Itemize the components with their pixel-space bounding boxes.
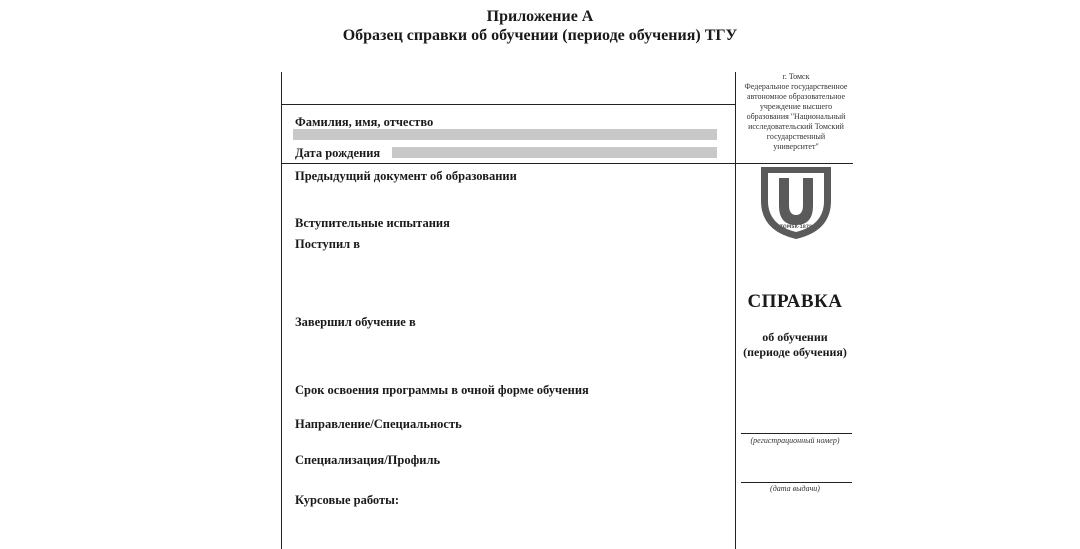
specialization-label: Специализация/Профиль bbox=[295, 453, 441, 467]
org-line: учреждение высшего bbox=[759, 102, 833, 111]
document-title: Образец справки об обучении (периоде обучения) ТГУ bbox=[342, 27, 738, 44]
logo-ribbon-text: TOMSK·1878 bbox=[779, 225, 813, 230]
org-line: государственный bbox=[766, 132, 826, 141]
reg-number-line bbox=[741, 433, 852, 434]
direction-label: Направление/Специальность bbox=[295, 417, 462, 431]
spravka-subtitle-1: об обучении bbox=[762, 330, 828, 344]
org-line: автономное образовательное bbox=[746, 92, 845, 101]
birth-date-redacted bbox=[392, 147, 717, 158]
org-line: г. Томск bbox=[782, 72, 810, 81]
issue-date-caption: (дата выдачи) bbox=[770, 484, 820, 493]
study-period-label: Срок освоения программы в очной форме обучения bbox=[295, 383, 589, 397]
full-name-label: Фамилия, имя, отчество bbox=[295, 115, 434, 129]
header-separator-line bbox=[281, 163, 853, 164]
org-line: Федеральное государственное bbox=[744, 82, 848, 91]
appendix-heading: Приложение А bbox=[486, 8, 594, 25]
org-line: образования "Национальный bbox=[746, 112, 846, 121]
enrolled-in-label: Поступил в bbox=[295, 237, 361, 251]
birth-date-label: Дата рождения bbox=[295, 146, 381, 160]
previous-document-label: Предыдущий документ об образовании bbox=[295, 169, 517, 183]
issue-date-line bbox=[741, 482, 852, 483]
entrance-exams-label: Вступительные испытания bbox=[295, 216, 450, 230]
top-separator-line bbox=[281, 104, 735, 105]
organization-block bbox=[738, 72, 854, 152]
reg-number-caption: (регистрационный номер) bbox=[750, 436, 840, 445]
completed-in-label: Завершил обучение в bbox=[295, 315, 416, 329]
left-border bbox=[281, 72, 282, 549]
full-name-redacted bbox=[293, 129, 717, 140]
org-line: университет" bbox=[773, 142, 819, 151]
tsu-shield-logo-icon bbox=[757, 165, 835, 241]
spravka-subtitle-2: (периоде обучения) bbox=[743, 345, 847, 359]
coursework-label: Курсовые работы: bbox=[295, 493, 400, 507]
spravka-title: СПРАВКА bbox=[747, 291, 843, 312]
org-line: исследовательский Томский bbox=[748, 122, 844, 131]
